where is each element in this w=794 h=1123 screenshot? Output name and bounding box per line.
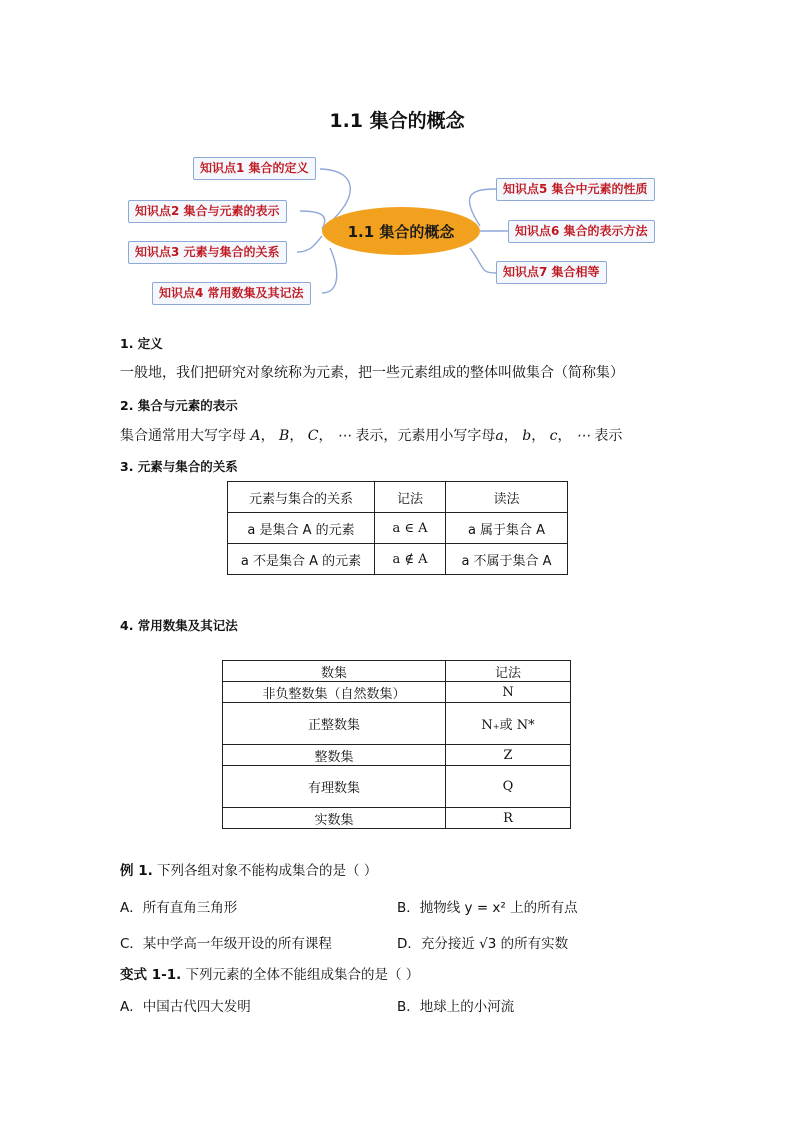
- relation-header-2: 读法: [446, 482, 568, 513]
- letter-b: b: [522, 428, 532, 444]
- example-1-option-a: A．所有直角三角形: [120, 900, 238, 916]
- mindmap-connectors: [0, 0, 794, 330]
- letter-C: C: [307, 428, 319, 444]
- variant-1-1-option-b: B．地球上的小河流: [397, 999, 515, 1015]
- example-1-option-b: B．抛物线 y = x² 上的所有点: [397, 900, 578, 916]
- page-title: 1.1 集合的概念: [329, 110, 465, 132]
- example-1-option-c: C．某中学高一年级开设的所有课程: [120, 936, 332, 952]
- relation-header-0: 元素与集合的关系: [228, 482, 375, 513]
- mindmap-node-4: 知识点4 常用数集及其记法: [152, 282, 311, 305]
- numset-cell: Z: [446, 745, 571, 766]
- letter-a: a: [495, 428, 504, 444]
- mindmap-node-7: 知识点7 集合相等: [496, 261, 607, 284]
- numset-cell: N₊或 N*: [446, 703, 571, 745]
- ellipsis-lower: ⋯: [575, 428, 590, 444]
- relation-table: [227, 481, 568, 575]
- section-2-heading: 2. 集合与元素的表示: [120, 398, 238, 413]
- numset-cell: 实数集: [223, 808, 446, 829]
- relation-cell: a 属于集合 A: [446, 513, 568, 544]
- numset-cell: 有理数集: [223, 766, 446, 808]
- letter-B: B: [279, 428, 290, 444]
- relation-cell: a 是集合 A 的元素: [228, 513, 375, 544]
- numset-header-0: 数集: [223, 661, 446, 682]
- numset-cell: R: [446, 808, 571, 829]
- numset-cell: N: [446, 682, 571, 703]
- variant-1-1-option-a: A．中国古代四大发明: [120, 999, 251, 1015]
- relation-cell: a 不属于集合 A: [446, 544, 568, 575]
- section-4-heading: 4. 常用数集及其记法: [120, 618, 238, 633]
- mindmap-node-3: 知识点3 元素与集合的关系: [128, 241, 287, 264]
- example-1-option-d: D．充分接近 √3 的所有实数: [397, 936, 569, 952]
- section-2-text-b: 表示，元素用小写字母: [355, 428, 496, 444]
- numset-cell: 非负整数集（自然数集）: [223, 682, 446, 703]
- relation-cell: a ∉ A: [375, 544, 446, 575]
- number-set-table: [222, 660, 571, 829]
- variant-1-1: [120, 963, 419, 983]
- relation-cell: a ∈ A: [375, 513, 446, 544]
- section-2-text-c: 表示: [594, 428, 623, 444]
- mindmap-center: 1.1 集合的概念: [322, 207, 480, 255]
- letter-A: A: [250, 428, 261, 444]
- section-1-body: 一般地，我们把研究对象统称为元素，把一些元素组成的整体叫做集合（简称集）: [120, 365, 624, 381]
- mindmap-node-6: 知识点6 集合的表示方法: [508, 220, 655, 243]
- ellipsis-upper: ⋯: [336, 428, 351, 444]
- mindmap-node-1: 知识点1 集合的定义: [193, 157, 316, 180]
- section-1-heading: 1. 定义: [120, 336, 163, 351]
- numset-cell: Q: [446, 766, 571, 808]
- section-3-heading: 3. 元素与集合的关系: [120, 459, 238, 474]
- mindmap-node-5: 知识点5 集合中元素的性质: [496, 178, 655, 201]
- relation-header-1: 记法: [375, 482, 446, 513]
- section-2-body: 集合通常用大写字母 A， B， C， ⋯ 表示，元素用小写字母a， b， c， ⋯ 表示: [120, 428, 623, 444]
- section-2-text-a: 集合通常用大写字母: [120, 428, 246, 444]
- letter-c: c: [549, 428, 558, 444]
- example-1-question: 下列各组对象不能构成集合的是（ ）: [157, 863, 378, 879]
- variant-1-1-prefix: 变式 1-1.: [120, 967, 182, 983]
- numset-header-1: 记法: [446, 661, 571, 682]
- variant-1-1-question: 下列元素的全体不能组成集合的是（ ）: [185, 967, 420, 983]
- example-1: [120, 859, 377, 879]
- mindmap-node-2: 知识点2 集合与元素的表示: [128, 200, 287, 223]
- relation-cell: a 不是集合 A 的元素: [228, 544, 375, 575]
- numset-cell: 整数集: [223, 745, 446, 766]
- numset-cell: 正整数集: [223, 703, 446, 745]
- example-1-prefix: 例 1.: [120, 863, 153, 879]
